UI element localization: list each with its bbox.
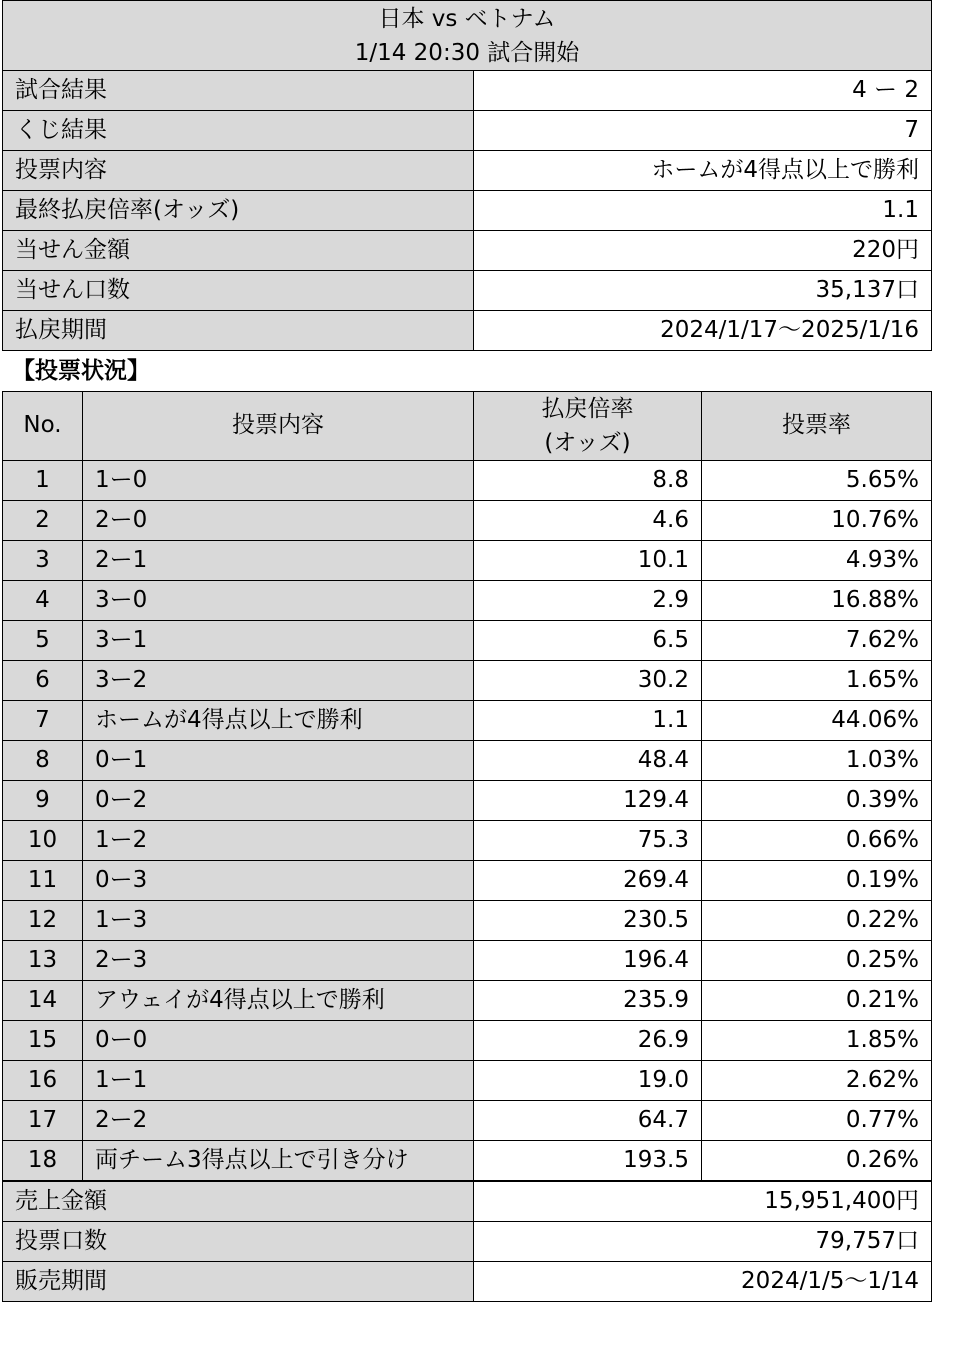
vote-row-rate: 0.39% xyxy=(702,781,932,821)
vote-row-content: 2ー3 xyxy=(83,941,474,981)
vote-row-rate: 16.88% xyxy=(702,581,932,621)
vote-row-odds: 10.1 xyxy=(474,541,702,581)
vote-row-no: 10 xyxy=(3,821,83,861)
vote-row-odds: 4.6 xyxy=(474,501,702,541)
totals-table xyxy=(2,1181,932,1302)
vote-row-content: 1ー3 xyxy=(83,901,474,941)
column-header-odds xyxy=(474,392,702,461)
summary-value: 1.1 xyxy=(474,191,932,231)
vote-row xyxy=(3,821,932,861)
vote-row xyxy=(3,941,932,981)
vote-status-table xyxy=(2,391,932,1181)
summary-row xyxy=(3,231,932,271)
vote-row-content: 0ー3 xyxy=(83,861,474,901)
vote-row-no: 5 xyxy=(3,621,83,661)
vote-table-header-row xyxy=(3,392,932,461)
vote-row-rate: 10.76% xyxy=(702,501,932,541)
summary-body xyxy=(3,71,932,351)
vote-row xyxy=(3,741,932,781)
vote-row-odds: 75.3 xyxy=(474,821,702,861)
summary-row xyxy=(3,71,932,111)
summary-row xyxy=(3,311,932,351)
vote-row-odds: 30.2 xyxy=(474,661,702,701)
vote-row-rate: 5.65% xyxy=(702,461,932,501)
vote-row-content: 1ー0 xyxy=(83,461,474,501)
vote-row-no: 2 xyxy=(3,501,83,541)
vote-row-no: 1 xyxy=(3,461,83,501)
vote-row-no: 7 xyxy=(3,701,83,741)
vote-row-odds: 235.9 xyxy=(474,981,702,1021)
totals-value: 79,757口 xyxy=(474,1222,932,1262)
vote-row-no: 16 xyxy=(3,1061,83,1101)
vote-row-no: 18 xyxy=(3,1141,83,1181)
vote-row-odds: 26.9 xyxy=(474,1021,702,1061)
section-title-vote-status: 【投票状況】 xyxy=(12,358,150,384)
vote-row-rate: 0.25% xyxy=(702,941,932,981)
vote-row-odds: 64.7 xyxy=(474,1101,702,1141)
totals-value: 15,951,400円 xyxy=(474,1182,932,1222)
totals-label: 売上金額 xyxy=(3,1182,474,1222)
vote-row-rate: 4.93% xyxy=(702,541,932,581)
totals-row xyxy=(3,1262,932,1302)
vote-row-content: 2ー2 xyxy=(83,1101,474,1141)
column-header-rate: 投票率 xyxy=(702,392,932,461)
vote-row-odds: 48.4 xyxy=(474,741,702,781)
vote-row-odds: 2.9 xyxy=(474,581,702,621)
vote-row xyxy=(3,781,932,821)
vote-row-no: 17 xyxy=(3,1101,83,1141)
vote-row xyxy=(3,461,932,501)
vote-row-odds: 193.5 xyxy=(474,1141,702,1181)
vote-row-content: アウェイが4得点以上で勝利 xyxy=(83,981,474,1021)
totals-row xyxy=(3,1182,932,1222)
vote-row-odds: 1.1 xyxy=(474,701,702,741)
vote-row-content: 0ー1 xyxy=(83,741,474,781)
summary-row xyxy=(3,111,932,151)
column-header-odds-line2: (オッズ) xyxy=(544,430,631,456)
vote-row-odds: 269.4 xyxy=(474,861,702,901)
vote-table-body xyxy=(3,461,932,1181)
totals-row xyxy=(3,1222,932,1262)
result-sheet xyxy=(2,0,931,1302)
vote-row-rate: 1.65% xyxy=(702,661,932,701)
vote-row-no: 9 xyxy=(3,781,83,821)
summary-value: 2024/1/17〜2025/1/16 xyxy=(474,311,932,351)
vote-row-content: 1ー1 xyxy=(83,1061,474,1101)
vote-row-no: 3 xyxy=(3,541,83,581)
summary-label: くじ結果 xyxy=(3,111,474,151)
vote-row xyxy=(3,661,932,701)
summary-label: 当せん口数 xyxy=(3,271,474,311)
match-title: 日本 vs ベトナム xyxy=(378,5,556,32)
vote-row-content: ホームが4得点以上で勝利 xyxy=(83,701,474,741)
summary-value: 7 xyxy=(474,111,932,151)
vote-row-rate: 44.06% xyxy=(702,701,932,741)
summary-table xyxy=(2,0,932,351)
vote-row xyxy=(3,1101,932,1141)
totals-value: 2024/1/5〜1/14 xyxy=(474,1262,932,1302)
vote-row-odds: 19.0 xyxy=(474,1061,702,1101)
vote-row-no: 8 xyxy=(3,741,83,781)
vote-row-rate: 0.77% xyxy=(702,1101,932,1141)
match-start-time: 1/14 20:30 試合開始 xyxy=(354,39,580,66)
vote-row-odds: 129.4 xyxy=(474,781,702,821)
vote-row-no: 4 xyxy=(3,581,83,621)
summary-value: 220円 xyxy=(474,231,932,271)
summary-value: 4 ー 2 xyxy=(474,71,932,111)
vote-row xyxy=(3,541,932,581)
vote-row-rate: 1.03% xyxy=(702,741,932,781)
vote-row xyxy=(3,621,932,661)
vote-row xyxy=(3,581,932,621)
totals-body xyxy=(3,1182,932,1302)
summary-label: 当せん金額 xyxy=(3,231,474,271)
summary-label: 投票内容 xyxy=(3,151,474,191)
vote-row-rate: 0.19% xyxy=(702,861,932,901)
vote-row-rate: 0.66% xyxy=(702,821,932,861)
vote-row-content: 0ー2 xyxy=(83,781,474,821)
summary-row xyxy=(3,151,932,191)
summary-label: 払戻期間 xyxy=(3,311,474,351)
vote-row-content: 3ー2 xyxy=(83,661,474,701)
vote-row xyxy=(3,901,932,941)
vote-row-content: 2ー1 xyxy=(83,541,474,581)
vote-row-rate: 2.62% xyxy=(702,1061,932,1101)
vote-row-no: 6 xyxy=(3,661,83,701)
vote-row-odds: 8.8 xyxy=(474,461,702,501)
vote-row-rate: 0.26% xyxy=(702,1141,932,1181)
vote-row-rate: 0.21% xyxy=(702,981,932,1021)
summary-label: 試合結果 xyxy=(3,71,474,111)
vote-row-no: 14 xyxy=(3,981,83,1021)
totals-label: 販売期間 xyxy=(3,1262,474,1302)
vote-row-content: 3ー1 xyxy=(83,621,474,661)
vote-row xyxy=(3,501,932,541)
vote-row-content: 1ー2 xyxy=(83,821,474,861)
vote-row xyxy=(3,981,932,1021)
column-header-odds-line1: 払戻倍率 xyxy=(541,396,634,422)
vote-row-no: 11 xyxy=(3,861,83,901)
vote-row-no: 12 xyxy=(3,901,83,941)
summary-value: ホームが4得点以上で勝利 xyxy=(474,151,932,191)
summary-row xyxy=(3,191,932,231)
vote-row-content: 0ー0 xyxy=(83,1021,474,1061)
vote-row-rate: 0.22% xyxy=(702,901,932,941)
summary-value: 35,137口 xyxy=(474,271,932,311)
vote-row-odds: 230.5 xyxy=(474,901,702,941)
vote-row-rate: 1.85% xyxy=(702,1021,932,1061)
vote-row-no: 13 xyxy=(3,941,83,981)
vote-row-odds: 6.5 xyxy=(474,621,702,661)
summary-row xyxy=(3,271,932,311)
totals-label: 投票口数 xyxy=(3,1222,474,1262)
column-header-content: 投票内容 xyxy=(83,392,474,461)
summary-label: 最終払戻倍率(オッズ) xyxy=(3,191,474,231)
vote-row xyxy=(3,861,932,901)
vote-row-odds: 196.4 xyxy=(474,941,702,981)
vote-row-content: 両チーム3得点以上で引き分け xyxy=(83,1141,474,1181)
match-header xyxy=(3,1,932,71)
vote-row xyxy=(3,701,932,741)
vote-row-no: 15 xyxy=(3,1021,83,1061)
vote-row xyxy=(3,1061,932,1101)
vote-row-rate: 7.62% xyxy=(702,621,932,661)
vote-row-content: 3ー0 xyxy=(83,581,474,621)
column-header-no: No. xyxy=(3,392,83,461)
vote-row xyxy=(3,1141,932,1181)
vote-row xyxy=(3,1021,932,1061)
vote-row-content: 2ー0 xyxy=(83,501,474,541)
